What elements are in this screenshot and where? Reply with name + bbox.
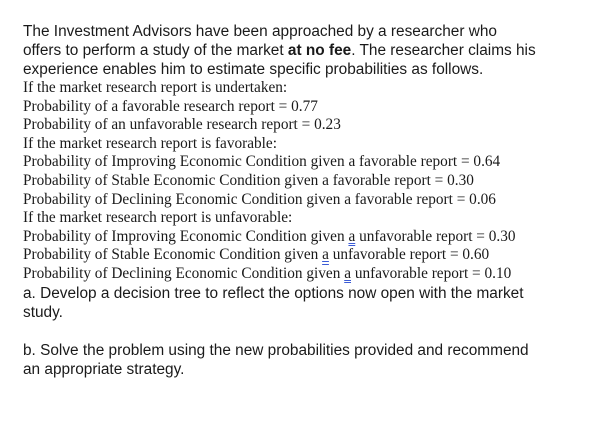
grammar-underline-a: a: [344, 264, 351, 282]
question-b-line-2: an appropriate strategy.: [23, 360, 185, 378]
improving-unfavorable-start: Probability of Improving Economic Condition given: [23, 227, 349, 245]
grammar-underline-a: a: [348, 227, 356, 245]
prob-declining-favorable: Probability of Declining Economic Condition given a favorable report = 0.06: [23, 190, 496, 208]
questions-section: [23, 284, 593, 379]
intro-line-3: experience enables him to estimate specific probabilities as follows.: [23, 61, 484, 78]
prob-stable-favorable: Probability of Stable Economic Condition given a favorable report = 0.30: [23, 171, 474, 189]
problem-document: [23, 22, 593, 379]
question-a-line-1: a. Develop a decision tree to reflect the options now open with the market: [23, 284, 524, 302]
improving-unfavorable-end: unfavorable report = 0.30: [355, 227, 516, 245]
declining-unfavorable-end: unfavorable report = 0.10: [351, 264, 512, 282]
favorable-heading: If the market research report is favorable:: [23, 134, 277, 152]
question-a-line-2: study.: [23, 303, 63, 321]
declining-unfavorable-start: Probability of Declining Economic Condition given: [23, 264, 345, 282]
paragraph-gap: [23, 322, 593, 341]
grammar-underline-a: a: [322, 246, 329, 264]
unfavorable-heading: If the market research report is unfavorable:: [23, 209, 293, 227]
prob-declining-unfavorable: [23, 265, 593, 284]
stable-unfavorable-start: Probability of Stable Economic Condition given: [23, 246, 323, 264]
probability-section: [23, 79, 593, 284]
intro-line-2-end: . The researcher claims his: [351, 42, 536, 59]
question-b-line-1: b. Solve the problem using the new probabilities provided and recommend: [23, 341, 529, 359]
prob-improving-favorable: Probability of Improving Economic Condition given a favorable report = 0.64: [23, 153, 501, 171]
intro-line-1: The Investment Advisors have been approached by a researcher who: [23, 23, 497, 40]
intro-paragraph: [23, 22, 593, 79]
stable-unfavorable-end: unfavorable report = 0.60: [328, 246, 490, 264]
prob-stable-unfavorable: [23, 246, 593, 265]
intro-line-2: [23, 41, 593, 60]
prob-unfavorable-report: Probability of an unfavorable research report = 0.23: [23, 116, 341, 134]
undertaken-heading: If the market research report is undertaken:: [23, 79, 288, 96]
intro-line-2-start: offers to perform a study of the market: [23, 42, 288, 59]
prob-favorable-report: Probability of a favorable research report = 0.77: [23, 97, 318, 115]
no-fee-emphasis: at no fee: [287, 42, 352, 59]
prob-improving-unfavorable: [23, 228, 593, 247]
